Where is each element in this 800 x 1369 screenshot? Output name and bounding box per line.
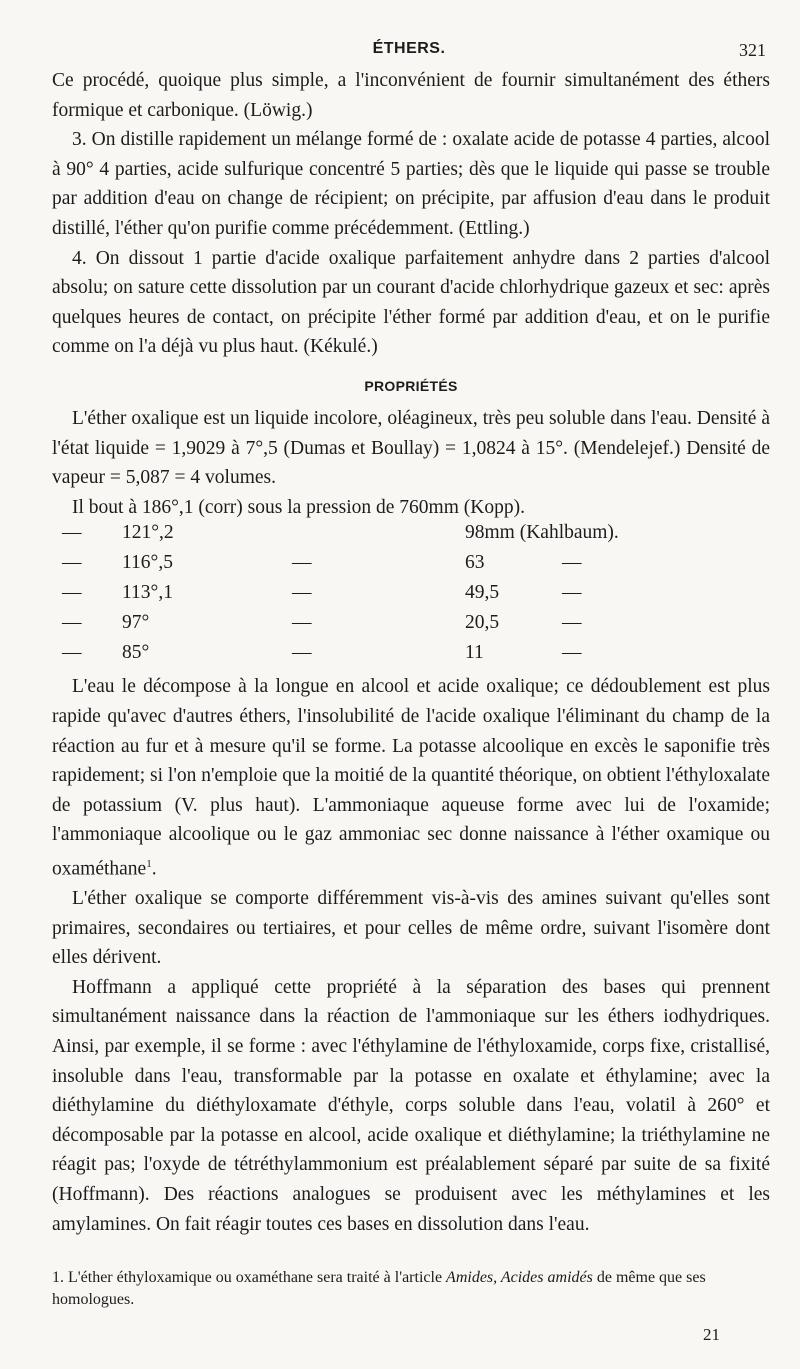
page-header bbox=[52, 40, 766, 64]
paragraph: 4. On dissout 1 partie d'acide oxalique parfaitement anhydre dans 2 parties d'alcool absolu; on sature cette dissolution par un courant d'acide chlorhydrique gazeux et sec: après quelques heures de contact, on précipite l'éther formé par addition d'eau, et on le purifie comme on l'a déjà vu plus haut. (Kékulé.) bbox=[52, 247, 770, 358]
table-row: — 116°,5 — 63 — bbox=[62, 552, 582, 574]
running-title: ÉTHERS. bbox=[372, 40, 446, 57]
footnote bbox=[52, 1267, 770, 1311]
paragraph: Ce procédé, quoique plus simple, a l'inconvénient de fournir simultanément des éthers formique et carbonique. (Löwig.) bbox=[52, 70, 770, 121]
paragraph: Hoffmann a appliqué cette propriété à la séparation des bases qui prennent simultanément naissance dans la réaction de l'ammoniaque sur les éthers iodhydriques. Ainsi, par exemple, il se forme : avec l'éthylamine de l'éthyloxamide, corps fixe, cristallisé, insoluble dans l'eau, transformable par la potasse en oxalate et éthylamine; avec la diéthylamine du diéthyloxamate d'éthyle, corps soluble dans l'eau, volatil à 260° et décomposable par la potasse en alcool, acide oxalique et diéthylamine; la triéthylamine ne réagit pas; l'oxyde de tétréthylammonium est préalablement séparé par suite de sa fixité (Hoffmann). Des réactions analogues se produisent avec les méthylamines et les amylamines. On fait réagir toutes ces bases en dissolution dans l'eau. bbox=[52, 976, 770, 1235]
footnote-emphasis: Amides, Acides amidés bbox=[446, 1269, 593, 1286]
paragraph: L'eau le décompose à la longue en alcool et acide oxalique; ce dédoublement est plus rapide qu'avec d'autres éthers, l'insolubilité de l'acide oxalique l'éliminant du champ de la réaction au fur et à mesure qu'il se forme. La potasse alcoolique en excès le saponifie très rapidement; si l'on n'emploie que la moitié de la quantité théorique, on obtient l'éthyloxalate de potassium (V. plus haut). L'ammoniaque aqueuse forme avec lui de l'oxamide; l'ammoniaque alcoolique ou le gaz ammoniac sec donne naissance à l'éther oxamique ou oxaméthane$^1$. bbox=[52, 676, 770, 880]
boiling-point-table bbox=[52, 522, 770, 672]
table-row: — 97° — 20,5 — bbox=[62, 612, 582, 634]
footnote-text: L'éther éthyloxamique ou oxaméthane sera traité à l'article bbox=[68, 1269, 447, 1286]
table-row: — 121°,2 98mm (Kahlbaum). bbox=[62, 522, 619, 544]
page-number: 321 bbox=[739, 40, 766, 60]
footnote-number: 1. bbox=[52, 1269, 64, 1286]
footnote-marker: 1 bbox=[146, 857, 152, 870]
signature-mark: 21 bbox=[703, 1325, 720, 1344]
paragraph-text: L'eau le décompose à la longue en alcool et acide oxalique; ce dédoublement est plus rapide qu'avec d'autres éthers, l'insolubilité de l'acide oxalique l'éliminant du champ de la réaction au fur et à mesure qu'il se forme. La potasse alcoolique en excès le saponifie très rapidement; si l'on n'emploie que la moitié de la quantité théorique, on obtient l'éthyloxalate de potassium (V. plus haut). L'ammoniaque aqueuse forme avec lui de l'oxamide; l'ammoniaque alcoolique ou le gaz ammoniac sec donne naissance à l'éther oxamique ou oxaméthane bbox=[52, 676, 770, 880]
page-body bbox=[52, 66, 770, 1239]
paragraph: 3. On distille rapidement un mélange formé de : oxalate acide de potasse 4 parties, alcool à 90° 4 parties, acide sulfurique concentré 5 parties; dès que le liquide qui passe se trouble par addition d'eau on change de récipient; on précipite, par affusion d'eau dans le produit distillé, l'éther qu'on purifie comme précédemment. (Ettling.) bbox=[52, 129, 770, 239]
paragraph: L'éther oxalique se comporte différemment vis-à-vis des amines suivant qu'elles sont primaires, secondaires ou tertiaires, et pour celles de même ordre, suivant l'isomère dont elles dérivent. bbox=[52, 887, 770, 969]
section-heading: PROPRIÉTÉS bbox=[364, 377, 458, 394]
table-row: — 85° — 11 — bbox=[62, 642, 582, 664]
paragraph: L'éther oxalique est un liquide incolore, oléagineux, très peu soluble dans l'eau. Densité à l'état liquide = 1,9029 à 7°,5 (Dumas et Boullay) = 1,0824 à 15°. (Mendelejef.) Densité de vapeur = 5,087 = 4 volumes. bbox=[52, 407, 770, 489]
footnote-text-end: de même que ses homologues. bbox=[52, 1269, 706, 1308]
table-row: — 113°,1 — 49,5 — bbox=[62, 582, 582, 604]
paragraph: Il bout à 186°,1 (corr) sous la pression de 760mm (Kopp). bbox=[72, 496, 525, 518]
